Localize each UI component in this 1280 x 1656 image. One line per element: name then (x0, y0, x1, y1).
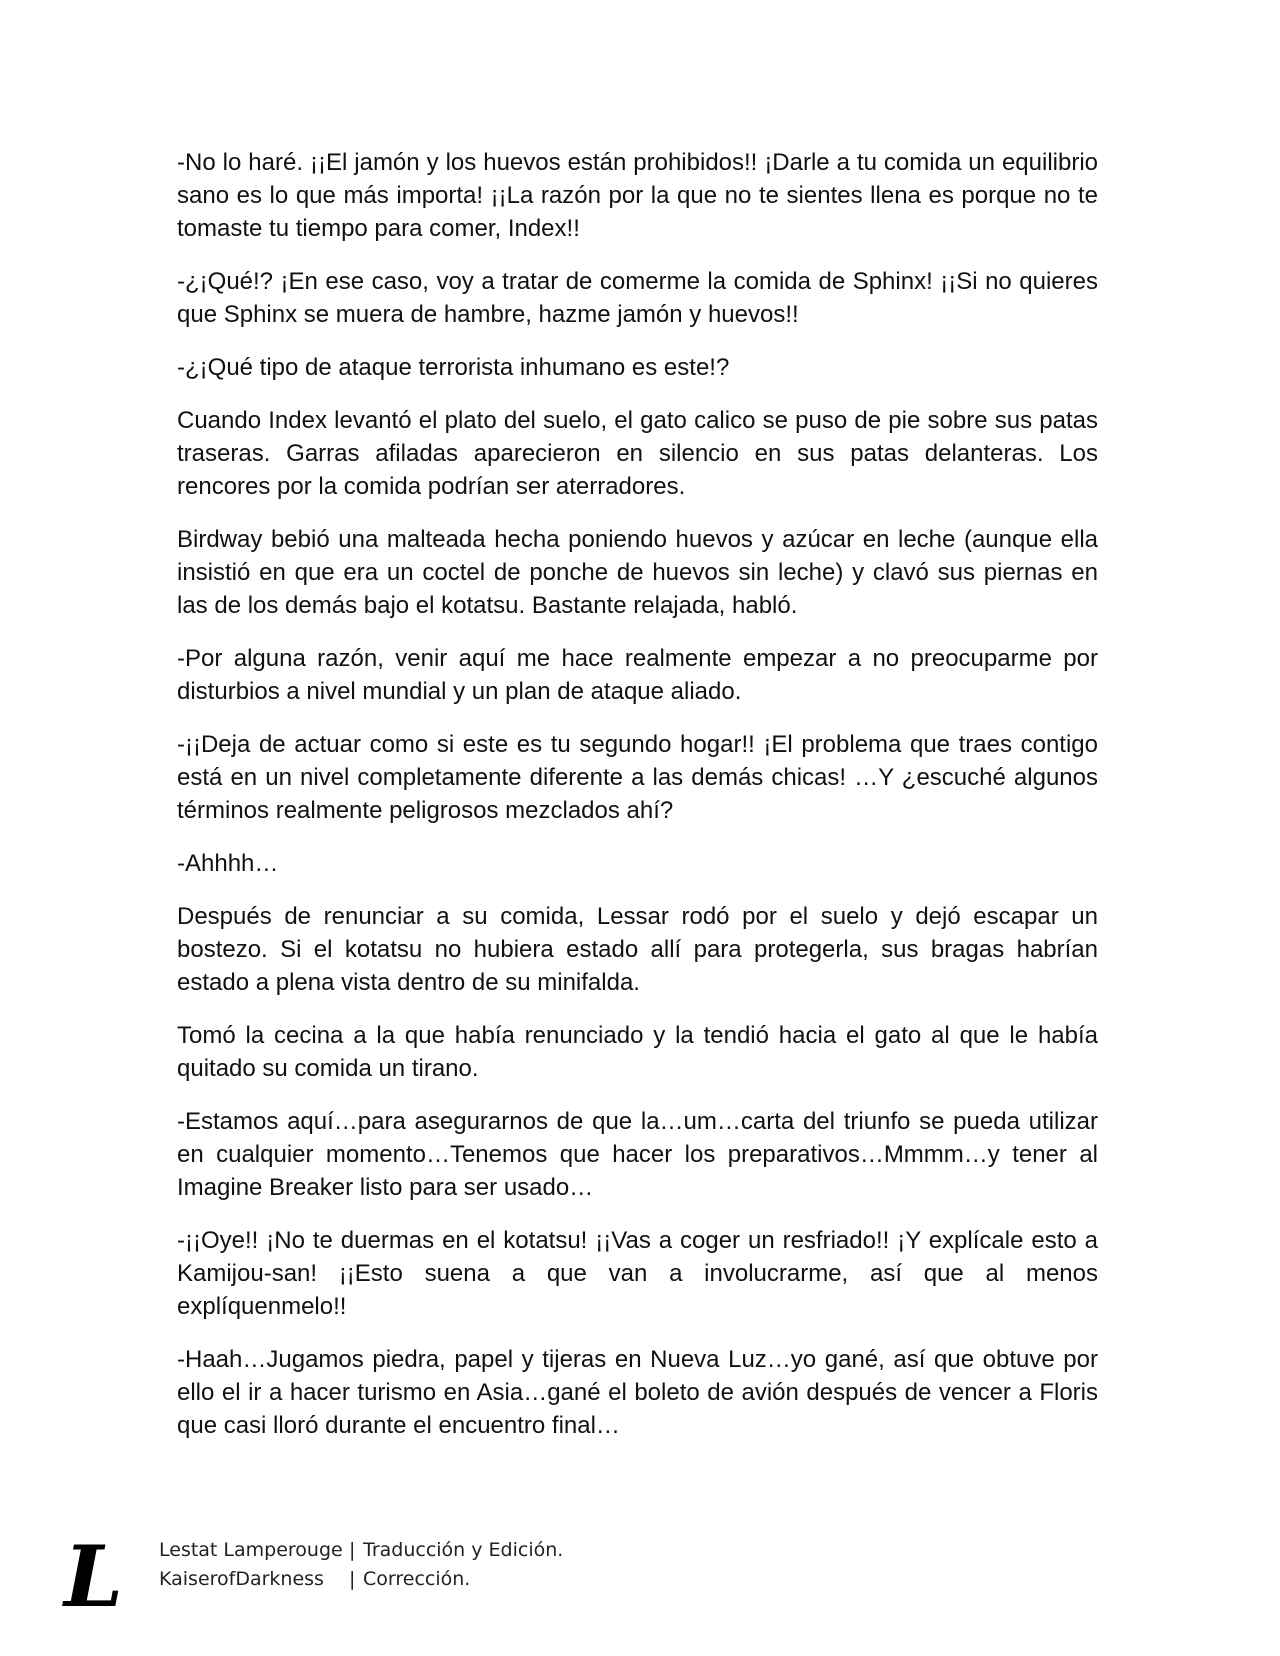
credit-separator: | (349, 1539, 356, 1561)
paragraph: -¡¡Deja de actuar como si este es tu segundo hogar!! ¡El problema que traes contigo está en un nivel completamente diferente a las demás chicas! …Y ¿escuché algunos términos realmente peligrosos mezclados ahí? (177, 731, 1098, 824)
paragraph: -Haah…Jugamos piedra, papel y tijeras en Nueva Luz…yo gané, así que obtuve por ello el ir a hacer turismo en Asia…gané el boleto de avión después de vencer a Floris que casi lloró durante el encuentro final… (177, 1346, 1098, 1439)
paragraph: -¡¡Oye!! ¡No te duermas en el kotatsu! ¡¡Vas a coger un resfriado!! ¡Y explícale esto a Kamijou-san! ¡¡Esto suena a que van a involucrarme, así que al menos explíquenmelo!! (177, 1227, 1098, 1320)
paragraph: -¿¡Qué tipo de ataque terrorista inhumano es este!? (177, 354, 730, 381)
credit-role: Corrección. (363, 1568, 471, 1590)
paragraph: Tomó la cecina a la que había renunciado y la tendió hacia el gato al que le había quitado su comida un tirano. (177, 1022, 1098, 1082)
paragraph: Cuando Index levantó el plato del suelo, el gato calico se puso de pie sobre sus patas traseras. Garras afiladas aparecieron en silencio en sus patas delanteras. Los rencores por la comida podrían ser aterradores. (177, 407, 1098, 500)
paragraph: -Estamos aquí…para asegurarnos de que la…um…carta del triunfo se pueda utilizar en cualquier momento…Tenemos que hacer los preparativos…Mmmm…y tener al Imagine Breaker listo para ser usado… (177, 1108, 1098, 1201)
page-body (177, 146, 1098, 1462)
credit-separator: | (349, 1568, 356, 1590)
paragraph: Después de renunciar a su comida, Lessar rodó por el suelo y dejó escapar un bostezo. Si el kotatsu no hubiera estado allí para protegerla, sus bragas habrían estado a plena vista dentro de su minifalda. (177, 903, 1098, 996)
credit-name: Lestat Lamperouge (159, 1539, 343, 1561)
paragraph: -No lo haré. ¡¡El jamón y los huevos están prohibidos!! ¡Darle a tu comida un equilibrio sano es lo que más importa! ¡¡La razón por la que no te sientes llena es porque no te tomaste tu tiempo para comer, Index!! (177, 149, 1098, 242)
paragraph: -Ahhhh… (177, 850, 279, 877)
paragraph: -Por alguna razón, venir aquí me hace realmente empezar a no preocuparme por disturbios a nivel mundial y un plan de ataque aliado. (177, 645, 1098, 705)
credits-block (159, 1536, 563, 1594)
paragraph: Birdway bebió una malteada hecha poniendo huevos y azúcar en leche (aunque ella insistió en que era un coctel de ponche de huevos sin leche) y clavó sus piernas en las de los demás bajo el kotatsu. Bastante relajada, habló. (177, 526, 1098, 619)
credit-name: KaiserofDarkness (159, 1568, 324, 1590)
credit-role: Traducción y Edición. (363, 1539, 564, 1561)
paragraph: -¿¡Qué!? ¡En ese caso, voy a tratar de comerme la comida de Sphinx! ¡¡Si no quieres que Sphinx se muera de hambre, hazme jamón y huevos!! (177, 268, 1098, 328)
translator-logo: L (64, 1527, 124, 1626)
credit-row (159, 1536, 563, 1565)
credit-row (159, 1565, 563, 1594)
